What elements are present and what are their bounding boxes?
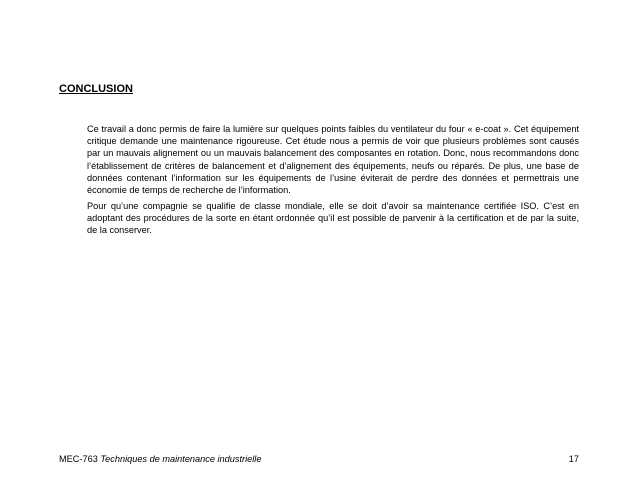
page-footer [59, 453, 579, 465]
page-number: 17 [568, 454, 579, 464]
footer-course [59, 453, 261, 465]
course-code: MEC-763 [59, 454, 98, 464]
paragraph-1: Ce travail a donc permis de faire la lumière sur quelques points faibles du ventilateur du four « e-coat ». Cet équipement critique demande une maintenance rigoureuse. Cet étude nous a permis de voir que plusieurs problèmes sont causés par un mauvais alignement ou un mauvais balancement des composantes en rotation. Donc, nous recommandons donc l’établissement de critères de balancement et d’alignement des équipements, neufs ou réparés. De plus, une base de données contenant l’information sur les équipements de l’usine éviterait de perdre des données et permettrais une économie de temps de recherche de l’information. [87, 124, 579, 196]
section-heading: CONCLUSION [59, 83, 133, 95]
course-title: Techniques de maintenance industrielle [100, 454, 262, 464]
paragraph-2: Pour qu’une compagnie se qualifie de classe mondiale, elle se doit d’avoir sa maintenance certifiée ISO. C’est en adoptant des procédures de la sorte en étant ordonnée qu’il est possible de parvenir à la certification et de par la suite, de la conserver. [87, 201, 579, 236]
